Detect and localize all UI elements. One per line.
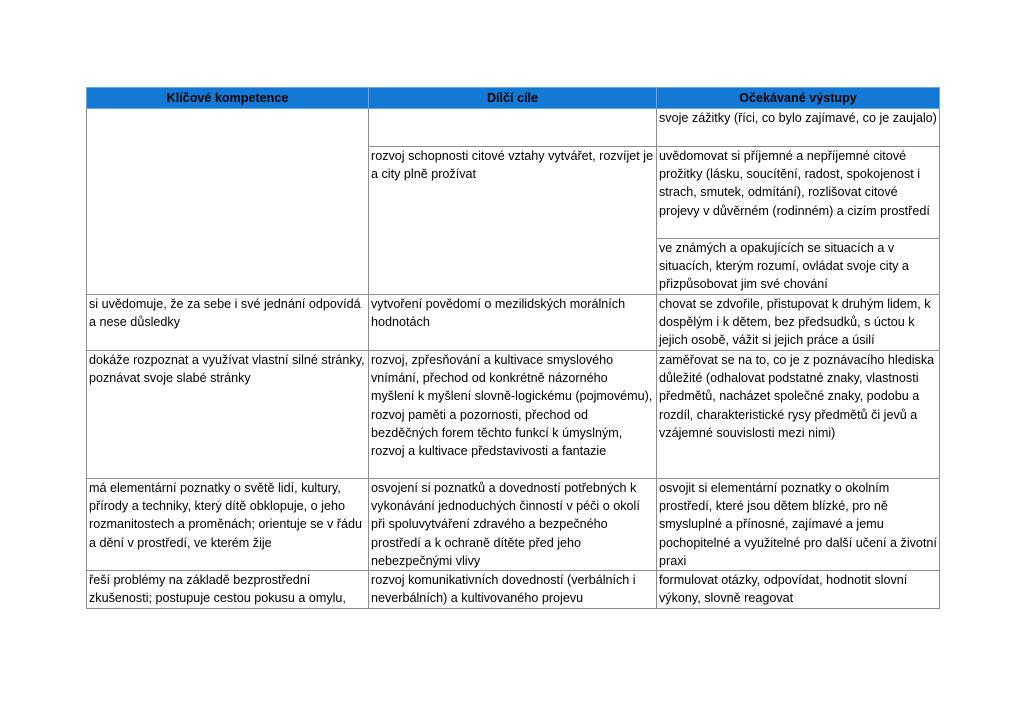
competence-cell: dokáže rozpoznat a využívat vlastní silné stránky, poznávat svoje slabé stránky <box>87 351 369 479</box>
competence-cell: řeší problémy na základě bezprostřední zkušenosti; postupuje cestou pokusu a omylu, <box>87 571 369 609</box>
competence-cell: si uvědomuje, že za sebe i své jednání odpovídá a nese důsledky <box>87 295 369 351</box>
table-row <box>87 351 940 479</box>
competence-cell <box>87 109 369 295</box>
header-competences: Klíčové kompetence <box>87 88 369 109</box>
output-cell: chovat se zdvořile, přistupovat k druhým lidem, k dospělým i k dětem, bez předsudků, s úctou k jejich osobě, vážit si jejich práce a úsilí <box>657 295 940 351</box>
output-cell: zaměřovat se na to, co je z poznávacího hlediska důležité (odhalovat podstatné znaky, vlastnosti předmětů, nacházet společné znaky, podobu a rozdíl, charakteristické rysy předmětů či jevů a vzájemné souvislosti mezi nimi) <box>657 351 940 479</box>
table-header-row <box>87 88 940 109</box>
output-cell: osvojit si elementární poznatky o okolním prostředí, které jsou dětem blízké, pro ně smysluplné a přínosné, zajímavé a jemu pochopitelné a využitelné pro další učení a životní praxi <box>657 479 940 571</box>
goal-cell: rozvoj komunikativních dovedností (verbálních i neverbálních) a kultivovaného projevu <box>369 571 657 609</box>
goal-cell <box>369 109 657 147</box>
header-outputs: Očekávané výstupy <box>657 88 940 109</box>
goal-cell: vytvoření povědomí o mezilidských morálních hodnotách <box>369 295 657 351</box>
goal-cell: rozvoj schopnosti citové vztahy vytvářet, rozvíjet je a city plně prožívat <box>369 147 657 295</box>
table-row <box>87 295 940 351</box>
competence-cell: má elementární poznatky o světě lidí, kultury, přírody a techniky, který dítě obklopuje, o jeho rozmanitostech a proměnách; orientuje se v řádu a dění v prostředí, ve kterém žije <box>87 479 369 571</box>
table-row <box>87 571 940 609</box>
goal-cell: osvojení si poznatků a dovedností potřebných k vykonávání jednoduchých činností v péči o okolí při spoluvytváření zdravého a bezpečného prostředí a k ochraně dítěte před jeho nebezpečnými vlivy <box>369 479 657 571</box>
table-row <box>87 109 940 147</box>
table-row <box>87 479 940 571</box>
output-cell: ve známých a opakujících se situacích a v situacích, kterým rozumí, ovládat svoje city a přizpůsobovat jim své chování <box>657 239 940 295</box>
output-cell: uvědomovat si příjemné a nepříjemné citové prožitky (lásku, soucítění, radost, spokojenost i strach, smutek, odmítání), rozlišovat citové projevy v důvěrném (rodinném) a cizím prostředí <box>657 147 940 239</box>
output-cell: formulovat otázky, odpovídat, hodnotit slovní výkony, slovně reagovat <box>657 571 940 609</box>
header-goals: Dílčí cíle <box>369 88 657 109</box>
curriculum-table <box>86 87 940 609</box>
goal-cell: rozvoj, zpřesňování a kultivace smyslového vnímání, přechod od konkrétně názorného myšlení k myšlení slovně-logickému (pojmovému), rozvoj paměti a pozornosti, přechod od bezděčných forem těchto funkcí k úmyslným, rozvoj a kultivace představivosti a fantazie <box>369 351 657 479</box>
output-cell: svoje zážitky (říci, co bylo zajímavé, co je zaujalo) <box>657 109 940 147</box>
